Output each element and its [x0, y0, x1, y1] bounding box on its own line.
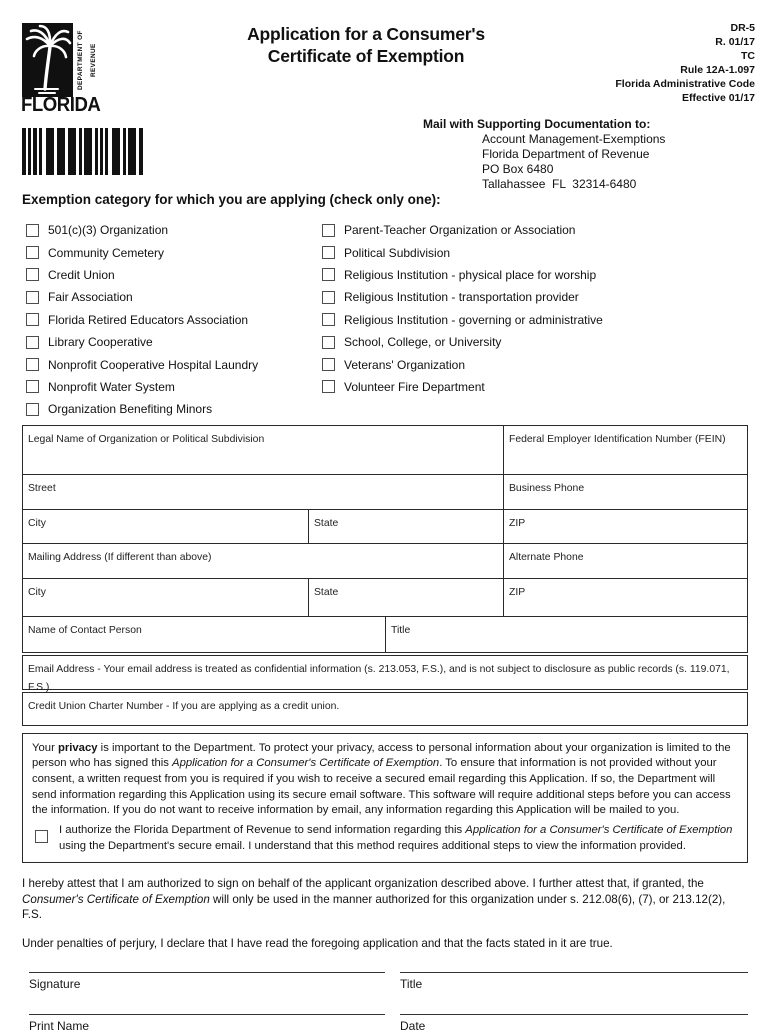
signature-cell	[29, 972, 385, 990]
field-state[interactable]	[309, 510, 504, 543]
option-label: Veterans' Organization	[344, 357, 466, 372]
page-title-line2: Certificate of Exemption	[267, 45, 465, 66]
attestation-text-part: I hereby attest that I am authorized to sign on behalf of the applicant organization described above. I further attest that, if granted, the	[22, 877, 704, 891]
florida-wordmark: FLORIDA	[21, 94, 101, 116]
option-label: Nonprofit Water System	[48, 379, 175, 394]
field-credit-union-charter-number[interactable]	[22, 692, 748, 726]
form-header	[0, 0, 770, 192]
exemption-option-school-college-university	[318, 331, 748, 353]
checkbox-religious-governing[interactable]	[322, 313, 335, 326]
mailto-address	[482, 132, 665, 192]
field-label: Credit Union Charter Number - If you are applying as a credit union.	[28, 700, 340, 712]
checkbox-religious-transportation[interactable]	[322, 291, 335, 304]
field-email-address[interactable]	[22, 655, 748, 693]
checkbox-library-cooperative[interactable]	[26, 336, 39, 349]
mailto-heading: Mail with Supporting Documentation to:	[423, 117, 651, 131]
exemption-option-nonprofit-water-system	[22, 376, 318, 398]
checkbox-parent-teacher-organization[interactable]	[322, 224, 335, 237]
date-label: Date	[400, 1019, 426, 1033]
applicant-info-table	[22, 425, 748, 653]
field-label: ZIP	[509, 586, 526, 598]
authorize-text-italic: Application for a Consumer's Certificate of Exemption	[465, 824, 733, 837]
field-label: Name of Contact Person	[28, 624, 142, 636]
checkbox-organization-benefiting-minors[interactable]	[26, 403, 39, 416]
form-effective: Effective 01/17	[682, 92, 755, 104]
print-name-cell	[29, 1014, 385, 1032]
field-label: Street	[28, 482, 56, 494]
option-label: Fair Association	[48, 290, 133, 305]
exemption-section-heading: Exemption category for which you are applying (check only one):	[22, 192, 441, 207]
attestation-text-part: will only be used in the manner authorized for this organization under s. 212.08(6), (7), or 213.12(2), F.S.	[22, 892, 726, 922]
exemption-option-religious-physical-place	[318, 264, 748, 286]
checkbox-fair-association[interactable]	[26, 291, 39, 304]
option-label: Nonprofit Cooperative Hospital Laundry	[48, 357, 259, 372]
field-label: State	[314, 517, 339, 529]
field-label: ZIP	[509, 517, 526, 529]
exemption-option-community-cemetery	[22, 241, 318, 263]
exemption-options-left-column	[22, 219, 318, 421]
signature-label: Signature	[29, 977, 81, 992]
exemption-option-nonprofit-hospital-laundry	[22, 353, 318, 375]
option-label: Organization Benefiting Minors	[48, 402, 213, 417]
form-tc: TC	[741, 50, 755, 62]
option-label: Religious Institution - governing or administrative	[344, 312, 603, 327]
exemption-option-501c3-organization	[22, 219, 318, 241]
field-label: City	[28, 517, 46, 529]
form-meta	[615, 21, 755, 105]
mailto-block	[423, 117, 665, 192]
checkbox-501c3-organization[interactable]	[26, 224, 39, 237]
field-label: Federal Employer Identification Number (FEIN)	[509, 433, 726, 445]
option-label: Religious Institution - physical place for worship	[344, 267, 597, 282]
checkbox-florida-retired-educators[interactable]	[26, 313, 39, 326]
field-label: Business Phone	[509, 482, 585, 494]
form-rule: Rule 12A-1.097	[680, 64, 755, 76]
option-label: Political Subdivision	[344, 245, 451, 260]
checkbox-community-cemetery[interactable]	[26, 246, 39, 259]
checkbox-nonprofit-hospital-laundry[interactable]	[26, 358, 39, 371]
field-mailing-state[interactable]	[309, 579, 504, 616]
exemption-options-right-column	[318, 219, 748, 421]
privacy-text-part: is important to the Department. To protect your privacy, access to personal information about your organization is limited to the person who has signed this	[32, 741, 731, 770]
checkbox-volunteer-fire-department[interactable]	[322, 380, 335, 393]
table-row	[23, 475, 747, 510]
title-label: Title	[400, 977, 423, 992]
field-mailing-address[interactable]	[23, 544, 504, 578]
checkbox-school-college-university[interactable]	[322, 336, 335, 349]
exemption-option-religious-governing	[318, 309, 748, 331]
field-business-phone[interactable]	[504, 475, 747, 509]
option-label: Library Cooperative	[48, 335, 153, 350]
form-admin-code: Florida Administrative Code	[615, 78, 755, 90]
option-label: Religious Institution - transportation provider	[344, 290, 579, 305]
table-row	[23, 426, 747, 475]
exemption-option-parent-teacher-organization	[318, 219, 748, 241]
attestation-paragraph	[22, 876, 748, 923]
field-contact-title[interactable]	[386, 617, 747, 652]
field-label: State	[314, 586, 339, 598]
page-title	[185, 24, 547, 67]
table-row	[23, 617, 747, 652]
checkbox-credit-union[interactable]	[26, 268, 39, 281]
option-label: Volunteer Fire Department	[344, 379, 485, 394]
exemption-option-credit-union	[22, 264, 318, 286]
privacy-paragraph	[32, 741, 738, 820]
barcode-icon	[22, 128, 143, 180]
field-fein[interactable]	[504, 426, 747, 474]
field-label: Email Address - Your email address is treated as confidential information (s. 213.053, F.S.), and is not subject to disclosure as public records (s. 119.071, F.S.).	[28, 663, 730, 693]
field-city[interactable]	[23, 510, 309, 543]
field-label: Alternate Phone	[509, 551, 584, 563]
form-number: DR-5	[730, 22, 755, 34]
field-street[interactable]	[23, 475, 504, 509]
palm-tree-icon	[22, 23, 73, 97]
florida-dor-logo	[22, 23, 73, 97]
signature-section	[29, 972, 748, 1032]
form-revision: R. 01/17	[715, 36, 755, 48]
option-label: Community Cemetery	[48, 245, 165, 260]
table-row	[23, 579, 747, 617]
mailto-line4: Tallahassee FL 32314-6480	[482, 177, 637, 191]
exemption-option-veterans-organization	[318, 353, 748, 375]
field-zip[interactable]	[504, 510, 747, 543]
exemption-options	[22, 219, 748, 421]
field-contact-name[interactable]	[23, 617, 386, 652]
exemption-option-organization-benefiting-minors	[22, 398, 318, 420]
field-legal-name[interactable]	[23, 426, 504, 474]
privacy-notice-box	[22, 733, 748, 864]
perjury-statement: Under penalties of perjury, I declare that I have read the foregoing application and that the facts stated in it are true.	[22, 936, 613, 950]
mailto-line2: Florida Department of Revenue	[482, 147, 650, 161]
checkbox-nonprofit-water-system[interactable]	[26, 380, 39, 393]
authorize-email-text	[59, 823, 738, 854]
field-label: Mailing Address (If different than above)	[28, 551, 212, 563]
attestation-text-italic: Consumer's Certificate of Exemption	[22, 892, 210, 906]
field-label: City	[28, 586, 46, 598]
date-cell	[400, 1014, 748, 1032]
exemption-option-fair-association	[22, 286, 318, 308]
department-of-revenue-vertical-text: DEPARTMENT OF REVENUE	[77, 30, 97, 90]
authorize-text-part: I authorize the Florida Department of Revenue to send information regarding this	[59, 824, 466, 837]
checkbox-religious-physical-place[interactable]	[322, 268, 335, 281]
checkbox-political-subdivision[interactable]	[322, 246, 335, 259]
authorize-text-part: using the Department's secure email. I understand that this method requires additional steps to view the information provided.	[59, 839, 686, 852]
mailto-line3: PO Box 6480	[482, 162, 554, 176]
table-row	[23, 544, 747, 579]
option-label: Parent-Teacher Organization or Association	[344, 223, 576, 238]
exemption-option-florida-retired-educators	[22, 309, 318, 331]
field-mailing-zip[interactable]	[504, 579, 747, 616]
checkbox-veterans-organization[interactable]	[322, 358, 335, 371]
privacy-text-italic: Application for a Consumer's Certificate of Exemption	[172, 757, 440, 770]
page-title-line1: Application for a Consumer's	[247, 24, 485, 44]
exemption-option-political-subdivision	[318, 241, 748, 263]
field-mailing-city[interactable]	[23, 579, 309, 616]
title-cell	[400, 972, 748, 990]
field-label: Title	[391, 624, 411, 636]
exemption-option-volunteer-fire-department	[318, 376, 748, 398]
option-label: Credit Union	[48, 267, 115, 282]
exemption-option-religious-transportation	[318, 286, 748, 308]
privacy-text-bold: privacy	[57, 741, 98, 754]
print-name-label: Print Name	[29, 1019, 90, 1033]
mailto-line1: Account Management-Exemptions	[482, 132, 666, 146]
privacy-text-part: Your	[32, 741, 58, 754]
field-alternate-phone[interactable]	[504, 544, 747, 578]
authorize-email-row	[32, 823, 738, 854]
option-label: 501(c)(3) Organization	[48, 223, 169, 238]
option-label: School, College, or University	[344, 335, 502, 350]
option-label: Florida Retired Educators Association	[48, 312, 249, 327]
checkbox-authorize-secure-email[interactable]	[35, 830, 48, 843]
table-row	[23, 510, 747, 544]
privacy-text-part: . To ensure that information is not provided without your consent, a written request from you is required if you wish to receive a secured email regarding this Application. If so, the Department will send information regarding this Application using its secure email software. This software will require additional steps before you can access the information. If you do not want to receive information by email, any information regarding this Application will be mailed to you.	[32, 757, 731, 817]
field-label: Legal Name of Organization or Political Subdivision	[28, 433, 265, 445]
exemption-option-library-cooperative	[22, 331, 318, 353]
